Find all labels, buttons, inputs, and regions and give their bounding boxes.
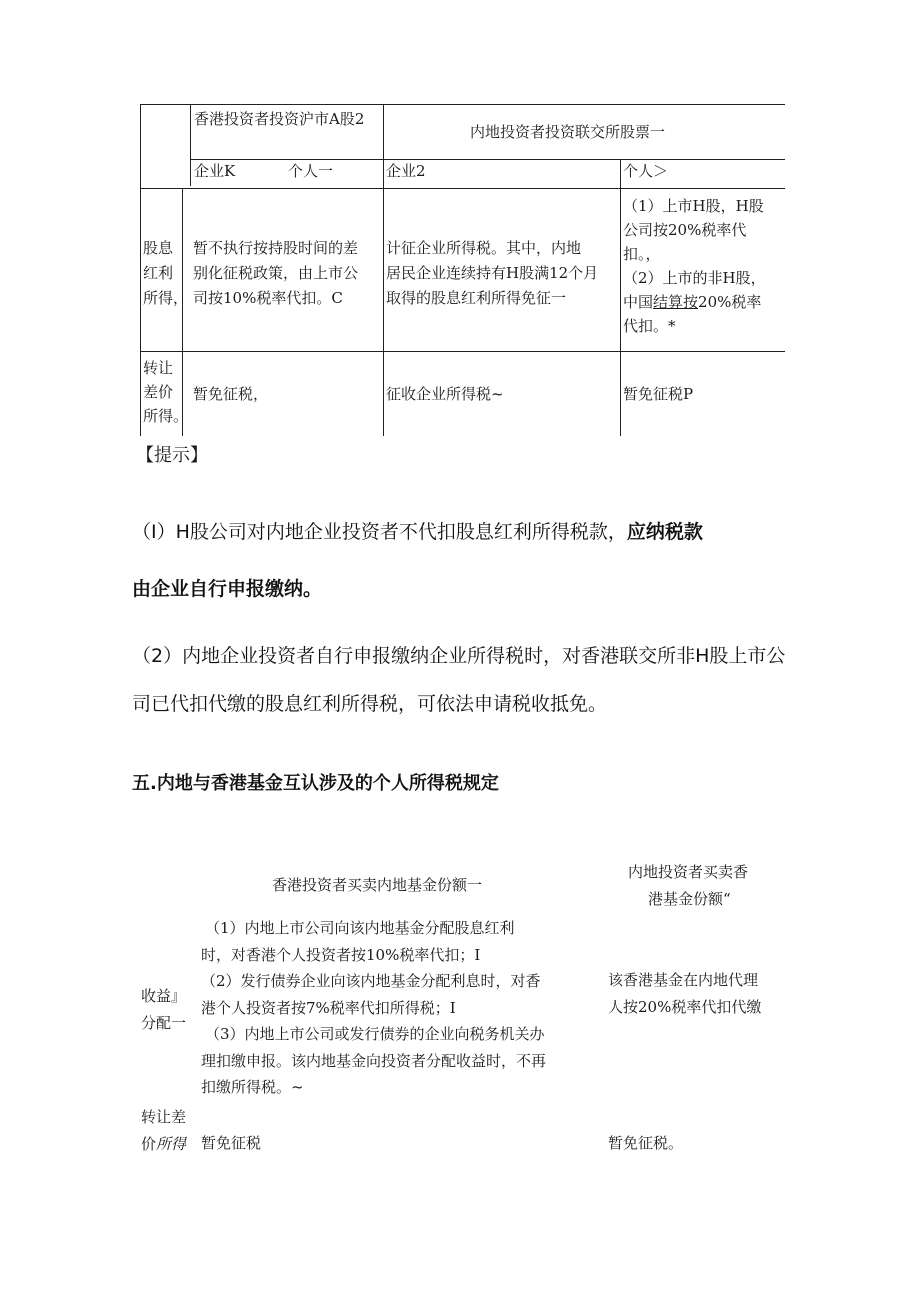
subheader-individual: 个人＞ (623, 162, 669, 180)
table-border (620, 160, 621, 436)
section-title: 五.内地与香港基金互认涉及的个人所得税规定 (132, 773, 499, 794)
tip-paragraph-1-cont: 由企业自行申报缴纳。 (132, 578, 323, 600)
subheader-enterprise: 企业K (194, 162, 236, 180)
tip-title: 【提示】 (136, 445, 208, 466)
table-border (140, 104, 785, 105)
transfer-enterprise-text: 征收企业所得税~ (386, 385, 504, 403)
dividend-enterprise-text: 计征企业所得税。其中，内地 居民企业连续持有H股满12个月 取得的股息红利所得免征一 (386, 239, 599, 307)
table-border (140, 188, 785, 189)
subheader-individual: 个人一 (288, 162, 334, 180)
row-label-dividend: 股息 红利 所得， (143, 239, 189, 307)
table-border (383, 104, 384, 436)
header-mainland-investor: 内地投资者买卖香 港基金份额“ (628, 863, 749, 908)
row-label-transfer: 转让 差价 所得。 (143, 359, 189, 425)
row-label-transfer: 转让差 价所得 (141, 1108, 187, 1153)
header-mainland-investor: 内地投资者投资联交所股票一 (470, 123, 666, 141)
transfer-hk-text: 暂免征税， (193, 385, 269, 403)
tip-paragraph-2-cont: 司已代扣代缴的股息红利所得税，可依法申请税收抵免。 (132, 693, 608, 715)
transfer-individual-text: 暂免征税P (623, 385, 694, 403)
table-border (190, 159, 785, 160)
tip-paragraph-2: （2）内地企业投资者自行申报缴纳企业所得税时，对香港联交所非H股上市公 (132, 645, 786, 667)
table-border (140, 351, 785, 352)
table-border (140, 104, 141, 436)
tip-paragraph-1: （I）H股公司对内地企业投资者不代扣股息红利所得税款，应纳税款 (132, 521, 703, 543)
dividend-hk-text: 暂不执行按持股时间的差 别化征税政策，由上市公 司按10%税率代扣。C (193, 239, 359, 307)
row-label-income: 收益』 分配一 (141, 987, 187, 1032)
transfer-hk-text: 暂免征税 (201, 1134, 262, 1152)
dividend-individual-text: （1）上市H股，H股 公司按20%税率代 扣。， （2）上市的非H股， 中国结算按20%税率 代扣。* (623, 197, 766, 335)
header-hk-investor: 香港投资者买卖内地基金份额一 (272, 876, 483, 894)
table-border (190, 104, 191, 186)
subheader-enterprise: 企业2 (386, 162, 426, 180)
income-mainland-text: 该香港基金在内地代理 人按20%税率代扣代缴 (608, 971, 762, 1016)
transfer-mainland-text: 暂免征税。 (608, 1134, 684, 1152)
header-hk-investor: 香港投资者投资沪市A股2 (194, 110, 365, 128)
income-hk-text: （1）内地上市公司向该内地基金分配股息红利 时，对香港个人投资者按10%税率代扣；I （2）发行债券企业向该内地基金分配利息时，对香 港个人投资者按7%税率代扣所得税；I （3）内地上市公司或发行债券的企业向税务机关办 理扣缴申报。该内地基金向投资者分配收益时，不再 扣缴所得税。~ (201, 919, 547, 1096)
